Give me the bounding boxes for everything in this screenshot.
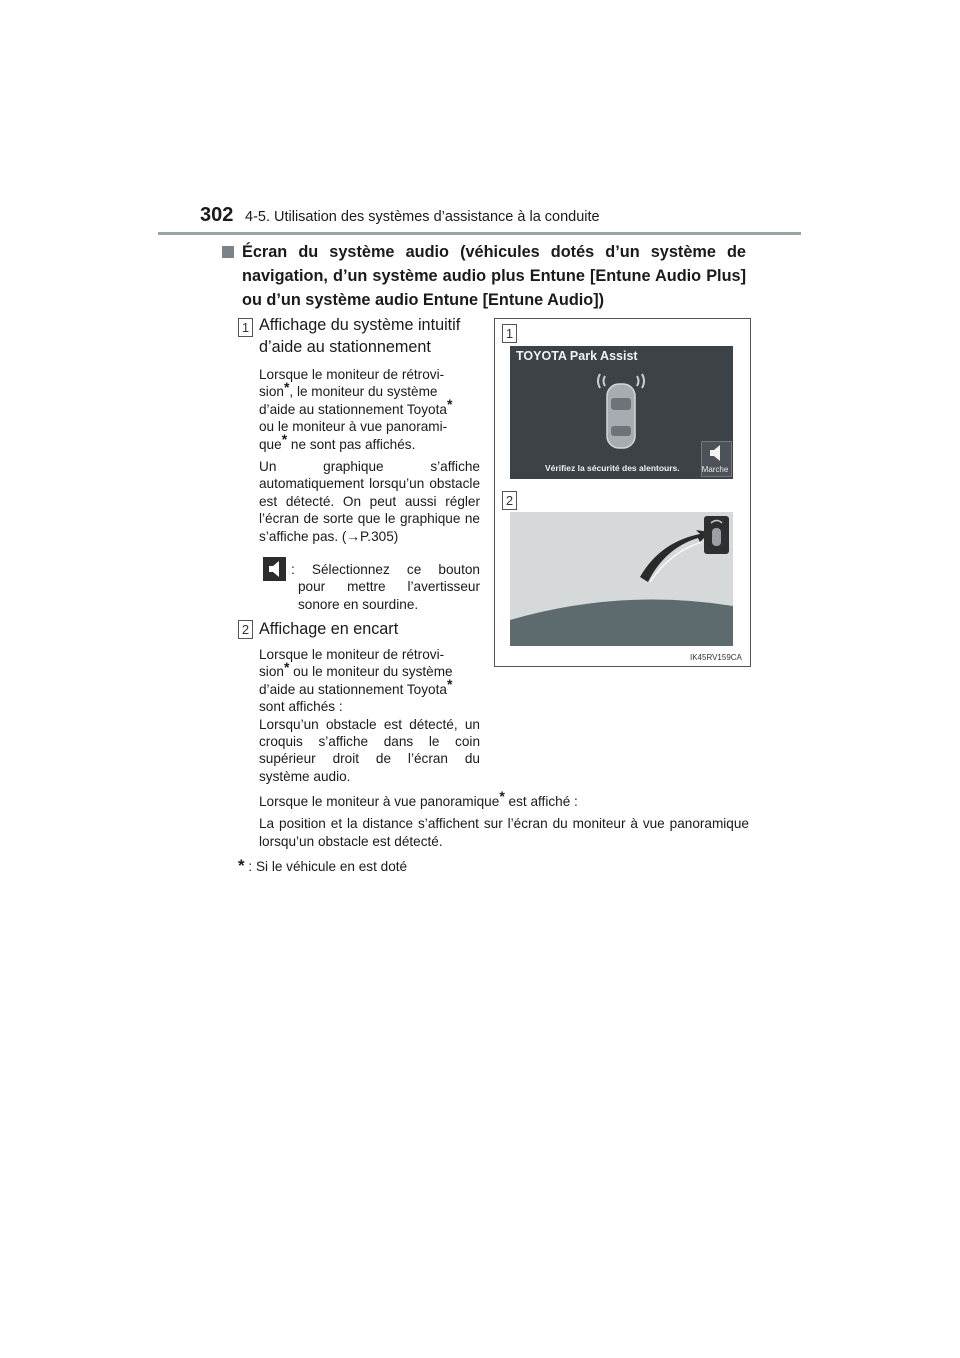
speaker-icon-graphic — [263, 557, 286, 581]
item2-p1-l2a: sion — [259, 664, 284, 680]
park-assist-title: TOYOTA Park Assist — [516, 349, 638, 363]
item1-p1-l3 — [259, 396, 480, 418]
figure-id: IK45RV159CA — [690, 653, 742, 662]
item1-p1-l3-text: d’aide au stationnement Toyota — [259, 401, 447, 417]
item2-paragraph2 — [259, 788, 749, 810]
item2-p2-b: est affiché : — [504, 794, 578, 809]
item1-p1-l2-text: sion — [259, 384, 284, 400]
item2-p1-rest: Lorsqu’un obstacle est détecté, un croquis s’affiche dans le coin supérieur droit de l’écran du système audio. — [259, 716, 480, 784]
icon-note-line1: : Sélectionnez ce bouton — [291, 562, 480, 577]
asterisk-icon: * — [283, 378, 290, 395]
item1-p1-l5 — [259, 431, 480, 453]
item1-heading-text1: Affichage du système intuitif — [259, 316, 461, 334]
item2-body-wide — [259, 788, 749, 855]
page-number: 302 — [200, 204, 234, 226]
asterisk-icon: * — [446, 676, 453, 693]
icon-note-rest: pour mettre l’avertisseur sonore en sourdine. — [298, 579, 480, 612]
asterisk-icon: * — [281, 431, 288, 448]
item1-heading-line1 — [259, 314, 481, 336]
inset-graphic — [510, 512, 733, 646]
item1-paragraph2: Un graphique s’affiche automatiquement lorsqu’un obstacle est détecté. On peut aussi régler l’écran de sorte que le graphique ne s’affiche pas. (→P.305) — [259, 459, 480, 544]
asterisk-icon: * — [283, 658, 290, 675]
icon-note — [291, 561, 480, 613]
item1-heading — [259, 314, 481, 358]
item1-p1-l4: ou le moniteur à vue panorami- — [259, 419, 448, 435]
item2-paragraph3: La position et la distance s’affichent sur l’écran du moniteur à vue panoramique lorsqu’un obstacle est détecté. — [259, 816, 749, 849]
figure-label-2: 2 — [502, 491, 517, 510]
item-number-2: 2 — [238, 620, 253, 639]
header-rule — [158, 232, 801, 235]
item2-heading: Affichage en encart — [259, 620, 399, 638]
item1-p1-l5-text: que — [259, 436, 282, 452]
item1-heading-text2: d’aide au stationnement — [259, 338, 431, 356]
item2-p1-l3 — [259, 676, 480, 698]
item2-body — [259, 646, 480, 785]
section-title: Écran du système audio (véhicules dotés d’un système de navigation, d’un système audio plus Entune [Entune Audio Plus] ou d’un système audio Entune [Entune Audio]) — [242, 243, 746, 309]
car-sensor-graphic — [510, 346, 733, 479]
item2-p2-a: Lorsque le moniteur à vue panoramique — [259, 794, 500, 809]
chapter-title: 4-5. Utilisation des systèmes d’assistance à la conduite — [245, 209, 600, 225]
camera-inset-screen — [510, 512, 733, 646]
item1-p1-l1: Lorsque le moniteur de rétrovi- — [259, 367, 445, 382]
item1-p1-l2-after: , le moniteur du système — [289, 384, 438, 400]
figure-label-1: 1 — [502, 324, 517, 343]
item2-p1-l3-text: d’aide au stationnement Toyota — [259, 681, 447, 697]
safety-warning: Vérifiez la sécurité des alentours. — [545, 463, 680, 473]
item2-p1-l2b: ou le moniteur du système — [289, 664, 453, 680]
item2-p1-l1: Lorsque le moniteur de rétrovi- — [259, 647, 445, 662]
footnote — [238, 856, 407, 876]
item1-p1-l5-after: ne sont pas affichés. — [287, 436, 416, 452]
speaker-icon — [702, 442, 731, 464]
item-number-1: 1 — [238, 318, 253, 337]
section-bullet-icon — [222, 246, 234, 258]
mute-button-label: Marche — [701, 465, 729, 474]
footnote-text: : Si le véhicule en est doté — [248, 859, 408, 874]
asterisk-icon: * — [446, 396, 453, 413]
footnote-asterisk: * — [238, 856, 245, 875]
asterisk-icon: * — [499, 788, 505, 805]
item2-p1-l4: sont affichés : — [259, 699, 343, 715]
park-assist-screen — [510, 346, 733, 479]
item1-body — [259, 366, 480, 550]
speaker-mute-icon — [263, 557, 286, 581]
item1-paragraph1 — [259, 366, 480, 453]
